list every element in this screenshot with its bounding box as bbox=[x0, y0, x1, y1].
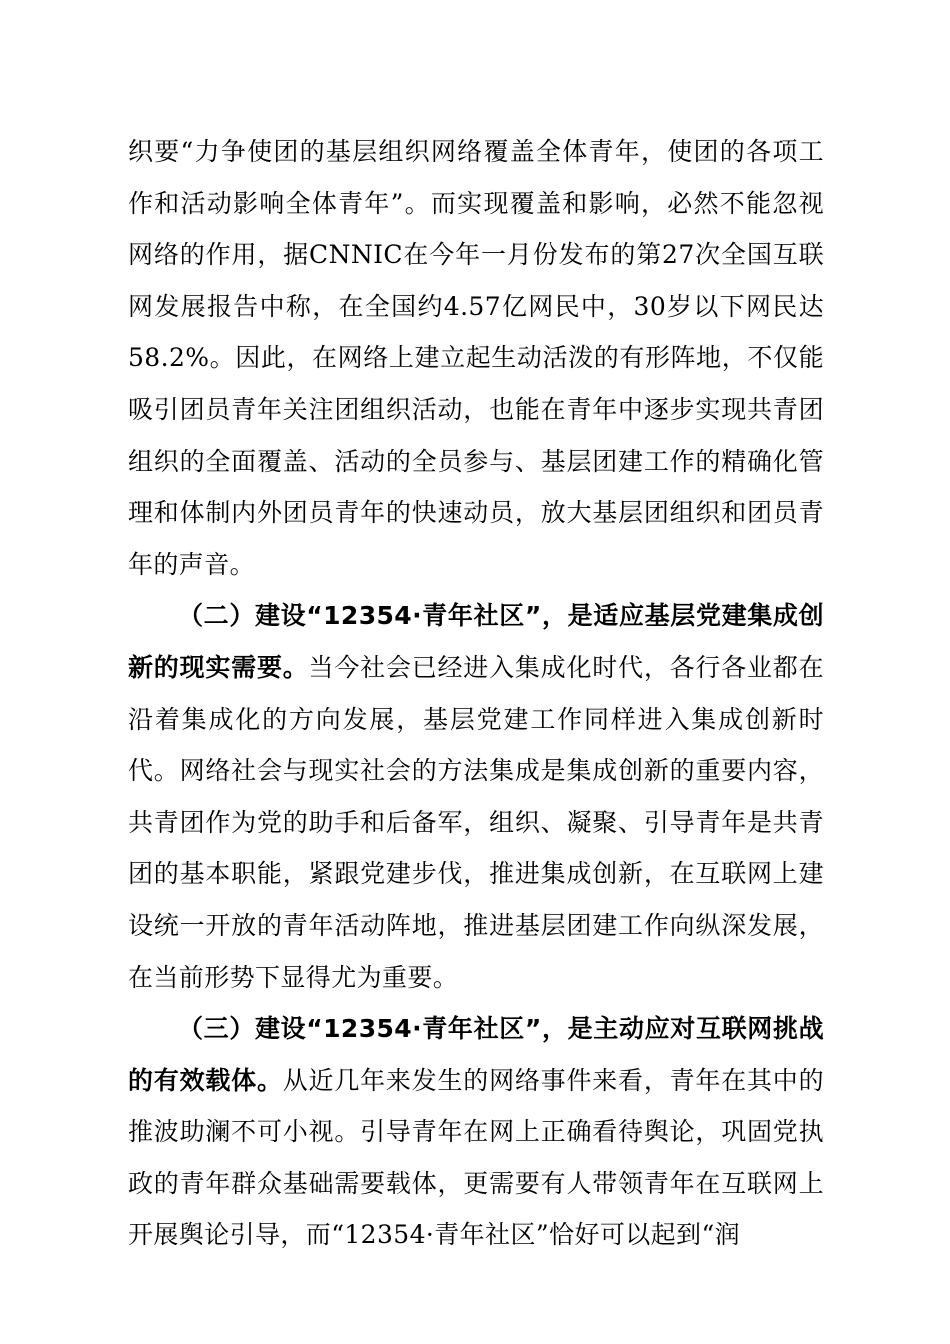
paragraph-1 bbox=[128, 126, 824, 590]
paragraph-3-text: 从近几年来发生的网络事件来看，青年在其中的推波助澜不可小视。引导青年在网上正确看待舆论，巩固党执政的青年群众基础需要载体，更需要有人带领青年在互联网上开展舆论引导，而“12354·青年社区”恰好可以起到“润 bbox=[128, 1065, 825, 1250]
paragraph-2-text: 当今社会已经进入集成化时代，各行各业都在沿着集成化的方向发展，基层党建工作同样进入集成创新时代。网络社会与现实社会的方法集成是集成创新的重要内容，共青团作为党的助手和后备军，组织、凝聚、引导青年是共青团的基本职能，紧跟党建步伐，推进集成创新，在互联网上建设统一开放的青年活动阵地，推进基层团建工作向纵深发展，在当前形势下显得尤为重要。 bbox=[128, 652, 824, 992]
paragraph-1-text: 织要“力争使团的基层组织网络覆盖全体青年，使团的各项工作和活动影响全体青年”。而实现覆盖和影响，必然不能忽视网络的作用，据CNNIC在今年一月份发布的第27次全国互联网发展报告中称，在全国约4.57亿网民中，30岁以下网民达58.2%。因此，在网络上建立起生动活泼的有形阵地，不仅能吸引团员青年关注团组织活动，也能在青年中逐步实现共青团组织的全面覆盖、活动的全员参与、基层团建工作的精确化管理和体制内外团员青年的快速动员，放大基层团组织和团员青年的声音。 bbox=[128, 137, 824, 579]
paragraph-3 bbox=[128, 1003, 824, 1261]
section-3-heading: （三）建设“12354·青年社区”，是主动应对互联网挑战的有效载体。 bbox=[128, 1014, 824, 1095]
section-2-heading: （二）建设“12354·青年社区”，是适应基层党建集成创新的现实需要。 bbox=[128, 601, 824, 682]
paragraph-2 bbox=[128, 590, 824, 1003]
document-body bbox=[128, 126, 824, 1261]
